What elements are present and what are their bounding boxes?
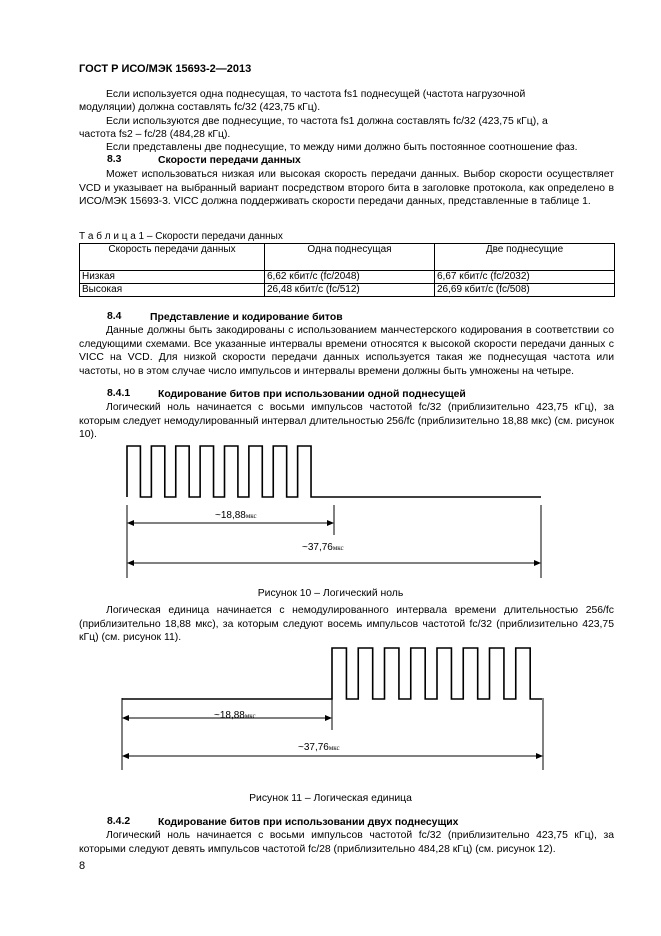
data-rate-table — [79, 243, 615, 297]
figure-11-label-2: ~37,76мкс — [298, 742, 340, 753]
table-row — [80, 284, 615, 297]
arrow-head — [325, 715, 332, 721]
paragraph-2a: Если используются две поднесущие, то частота fs1 должна составлять fc/32 (423,75 кГц), а — [106, 116, 548, 127]
pulse-train — [127, 446, 541, 497]
pulse-train — [122, 648, 542, 699]
arrow-head — [534, 560, 541, 566]
arrow-head — [122, 715, 129, 721]
paragraph-2b: частота fs2 – fc/28 (484,28 кГц). — [79, 129, 231, 140]
figure-10-caption: Рисунок 10 – Логический ноль — [257, 588, 404, 599]
table-cell: 26,69 кбит/с (fc/508) — [435, 284, 615, 297]
table-cell: 6,67 кбит/с (fc/2032) — [435, 271, 615, 284]
section-8-4-2-number: 8.4.2 — [107, 816, 131, 827]
table-header-cell: Две поднесущие — [435, 244, 615, 271]
section-8-4-1-number: 8.4.1 — [107, 388, 131, 399]
table-cell: 26,48 кбит/с (fc/512) — [265, 284, 435, 297]
arrow-head — [327, 520, 334, 526]
paragraph-4: Может использоваться низкая или высокая скорость передачи данных. Выбор скорости осуществляет VCD и указывает на выбранный вариант посредством второго бита в заголовке протокола, как определено в ИСО/МЭК 15693-3. VICC должна поддерживать скорости передачи данных, представленные в таблице 1. — [79, 169, 614, 208]
section-8-3-number: 8.3 — [107, 154, 122, 165]
paragraph-8: Логический ноль начинается с восьми импульсов частотой fc/32 (приблизительно 423,75 кГц), за которыми следуют девять импульсов частотой fc/28 (приблизительно 484,28 кГц) (см. рисунок 12). — [79, 830, 614, 855]
table-header-cell: Одна поднесущая — [265, 244, 435, 271]
paragraph-1a: Если используется одна поднесущая, то частота fs1 поднесущей (частота нагрузочной — [106, 89, 526, 100]
table-header-cell: Скорость передачи данных — [80, 244, 265, 271]
figure-11-waveform — [122, 648, 542, 699]
page-number: 8 — [79, 860, 86, 872]
figure-10-waveform — [127, 446, 541, 497]
arrow-head — [127, 560, 134, 566]
section-8-4-1-title: Кодирование битов при использовании одной поднесущей — [158, 389, 466, 400]
paragraph-3: Если представлены две поднесущие, то между ними должно быть постоянное соотношение фаз. — [106, 142, 578, 153]
table-row — [80, 271, 615, 284]
paragraph-1b: модуляции) должна составлять fc/32 (423,75 кГц). — [79, 102, 321, 113]
section-8-3-title: Скорости передачи данных — [158, 155, 301, 166]
paragraph-7: Логическая единица начинается с немодулированного интервала времени длительностью 256/fc (приблизительно 18,88 мкс), за которым следуют восемь импульсов частотой fc/32 (приблизительно 423,75 кГц) (см. рисунок 11). — [79, 605, 614, 644]
arrow-head — [536, 753, 543, 759]
table-cell: Высокая — [80, 284, 265, 297]
arrow-head — [127, 520, 134, 526]
figure-10-label-2: ~37,76мкс — [302, 542, 344, 553]
figure-11-label-1: ~18,88мкс — [214, 710, 256, 721]
table-caption: Т а б л и ц а 1 – Скорости передачи данных — [79, 231, 283, 242]
section-8-4-title: Представление и кодирование битов — [150, 312, 343, 323]
section-8-4-number: 8.4 — [107, 311, 122, 322]
table-cell: Низкая — [80, 271, 265, 284]
paragraph-5: Данные должны быть закодированы с использованием манчестерского кодирования в соответствии со следующими схемами. Все указанные интервалы времени относятся к высокой скорости передачи данных с VICC на VCD. Для низкой скорости передачи данных используется такая же поднесущая частота или частоты, но в этом случае число импульсов и интервалы времени должны быть умножены на четыре. — [79, 325, 614, 377]
figure-10-label-1: ~18,88мкс — [215, 510, 257, 521]
table-cell: 6,62 кбит/с (fc/2048) — [265, 271, 435, 284]
document-header: ГОСТ Р ИСО/МЭК 15693-2—2013 — [79, 63, 252, 75]
section-8-4-2-title: Кодирование битов при использовании двух поднесущих — [158, 817, 459, 828]
paragraph-6: Логический ноль начинается с восьми импульсов частотой fc/32 (приблизительно 423,75 кГц), за которым следует немодулированный интервал длительностью 256/fc (приблизительно 18,88 мкс) (см. рисунок 10). — [79, 402, 614, 441]
figure-11-caption: Рисунок 11 – Логическая единица — [249, 793, 412, 804]
arrow-head — [122, 753, 129, 759]
